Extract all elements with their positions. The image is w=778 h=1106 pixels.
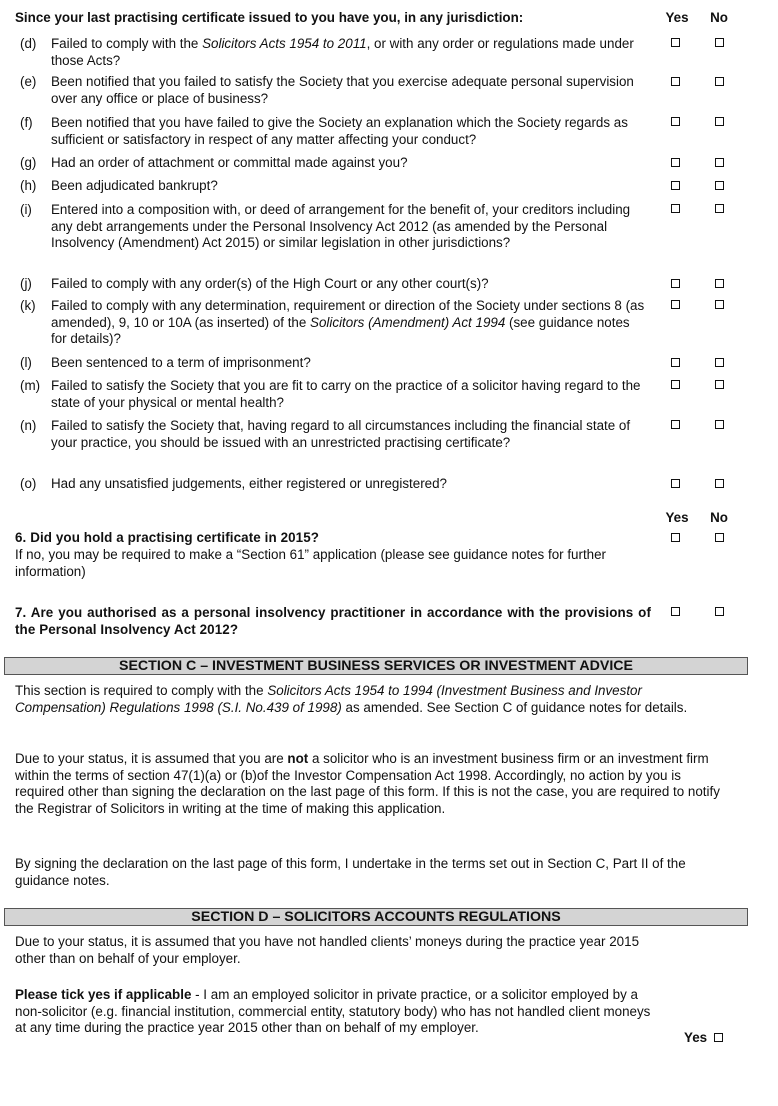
question-letter: (i) bbox=[20, 202, 32, 217]
no-checkbox[interactable] bbox=[715, 38, 724, 47]
question-letter: (l) bbox=[20, 355, 32, 370]
question-letter: (e) bbox=[20, 74, 37, 89]
question-text: Failed to comply with the Solicitors Acts 1954 to 2011, or with any order or regulations made under those Acts? bbox=[51, 36, 634, 68]
question-letter: (n) bbox=[20, 418, 37, 433]
yes-checkbox[interactable] bbox=[671, 77, 680, 86]
yes-checkbox[interactable] bbox=[671, 38, 680, 47]
section-c-heading: SECTION C – INVESTMENT BUSINESS SERVICES OR INVESTMENT ADVICE bbox=[4, 657, 748, 675]
no-checkbox[interactable] bbox=[715, 420, 724, 429]
no-checkbox[interactable] bbox=[715, 181, 724, 190]
question-6-note: If no, you may be required to make a “Section 61” application (please see guidance notes for further information) bbox=[15, 547, 607, 579]
section-d-heading: SECTION D – SOLICITORS ACCOUNTS REGULATIONS bbox=[4, 908, 748, 926]
section-c-paragraph-3: By signing the declaration on the last page of this form, I undertake in the terms set out in Section C, Part II of the guidance notes. bbox=[15, 856, 686, 888]
section-d-paragraph-1: Due to your status, it is assumed that you have not handled clients’ moneys during the practice year 2015 other than on behalf of your employer. bbox=[15, 934, 640, 966]
section-d-yes-label: Yes bbox=[684, 1030, 708, 1045]
yes-checkbox[interactable] bbox=[671, 117, 680, 126]
yes-checkbox[interactable] bbox=[671, 380, 680, 389]
no-checkbox[interactable] bbox=[715, 300, 724, 309]
yes-column-header: Yes bbox=[665, 510, 689, 525]
question-7-title: 7. Are you authorised as a personal insolvency practitioner in accordance with the provisions of the Personal Insolvency Act 2012? bbox=[15, 605, 651, 637]
question-letter: (d) bbox=[20, 36, 37, 51]
question-letter: (o) bbox=[20, 476, 37, 491]
question-text: Had any unsatisfied judgements, either registered or unregistered? bbox=[51, 476, 447, 491]
no-checkbox[interactable] bbox=[715, 358, 724, 367]
question-letter: (m) bbox=[20, 378, 41, 393]
question-text: Entered into a composition with, or deed of arrangement for the benefit of, your creditors including any debt arrangements under the Personal Insolvency Act 2012 (as amended by the Personal Insolvency (Amendment) Act 2015) or similar legislation in other jurisdictions? bbox=[51, 202, 631, 250]
question-text: Been notified that you have failed to give the Society an explanation which the Society regards as sufficient or satisfactory in respect of any matter affecting your conduct? bbox=[51, 115, 628, 147]
question-6-title: 6. Did you hold a practising certificate in 2015? bbox=[15, 530, 320, 545]
no-checkbox[interactable] bbox=[715, 279, 724, 288]
section-d-yes-checkbox[interactable] bbox=[714, 1033, 723, 1042]
no-checkbox[interactable] bbox=[715, 204, 724, 213]
yes-column-header: Yes bbox=[665, 10, 689, 25]
q6-no-checkbox[interactable] bbox=[715, 533, 724, 542]
yes-checkbox[interactable] bbox=[671, 204, 680, 213]
no-column-header: No bbox=[710, 510, 728, 525]
no-column-header: No bbox=[710, 10, 728, 25]
yes-checkbox[interactable] bbox=[671, 358, 680, 367]
question-text: Been adjudicated bankrupt? bbox=[51, 178, 218, 193]
question-text: Been sentenced to a term of imprisonment? bbox=[51, 355, 311, 370]
question-text: Failed to comply with any determination, requirement or direction of the Society under sections 8 (as amended), 9, 10 or 10A (as inserted) of the Solicitors (Amendment) Act 1994 (see guidance notes for details)? bbox=[51, 298, 645, 346]
question-text: Had an order of attachment or committal made against you? bbox=[51, 155, 408, 170]
section-c-paragraph-1: This section is required to comply with the Solicitors Acts 1954 to 1994 (Investment Business and Investor Compensation) Regulations 1998 (S.I. No.439 of 1998) as amended. See Section C of guidance notes for details. bbox=[15, 683, 688, 715]
question-text: Been notified that you failed to satisfy the Society that you exercise adequate personal supervision over any office or place of business? bbox=[51, 74, 634, 106]
yes-checkbox[interactable] bbox=[671, 158, 680, 167]
question-text: Failed to comply with any order(s) of the High Court or any other court(s)? bbox=[51, 276, 489, 291]
question-letter: (k) bbox=[20, 298, 36, 313]
yes-checkbox[interactable] bbox=[671, 181, 680, 190]
no-checkbox[interactable] bbox=[715, 77, 724, 86]
yes-checkbox[interactable] bbox=[671, 420, 680, 429]
questions-heading: Since your last practising certificate issued to you have you, in any jurisdiction: bbox=[15, 10, 524, 25]
yes-checkbox[interactable] bbox=[671, 300, 680, 309]
question-text: Failed to satisfy the Society that you are fit to carry on the practice of a solicitor having regard to the state of your physical or mental health? bbox=[51, 378, 641, 410]
section-c-paragraph-2: Due to your status, it is assumed that you are not a solicitor who is an investment business firm or an investment firm within the terms of section 47(1)(a) or (b)of the Investor Compensation Act 1998. Accordingly, no action by you is required other than signing the declaration on the last page of this form. If this is not the case, you are required to notify the Registrar of Solicitors in writing at the time of making this application. bbox=[15, 751, 720, 816]
question-text: Failed to satisfy the Society that, having regard to all circumstances including the financial state of your practice, you should be issued with an unrestricted practising certificate? bbox=[51, 418, 631, 450]
yes-checkbox[interactable] bbox=[671, 279, 680, 288]
question-letter: (g) bbox=[20, 155, 37, 170]
question-letter: (j) bbox=[20, 276, 32, 291]
question-letter: (h) bbox=[20, 178, 37, 193]
no-checkbox[interactable] bbox=[715, 158, 724, 167]
question-letter: (f) bbox=[20, 115, 33, 130]
q7-yes-checkbox[interactable] bbox=[671, 607, 680, 616]
no-checkbox[interactable] bbox=[715, 117, 724, 126]
no-checkbox[interactable] bbox=[715, 479, 724, 488]
yes-checkbox[interactable] bbox=[671, 479, 680, 488]
no-checkbox[interactable] bbox=[715, 380, 724, 389]
q7-no-checkbox[interactable] bbox=[715, 607, 724, 616]
section-d-paragraph-2: Please tick yes if applicable - I am an employed solicitor in private practice, or a solicitor employed by a non-solicitor (e.g. financial institution, commercial entity, statutory body) who has not handled client moneys at any time during the practice year 2015 other than on behalf of my employer. bbox=[15, 987, 651, 1035]
q6-yes-checkbox[interactable] bbox=[671, 533, 680, 542]
